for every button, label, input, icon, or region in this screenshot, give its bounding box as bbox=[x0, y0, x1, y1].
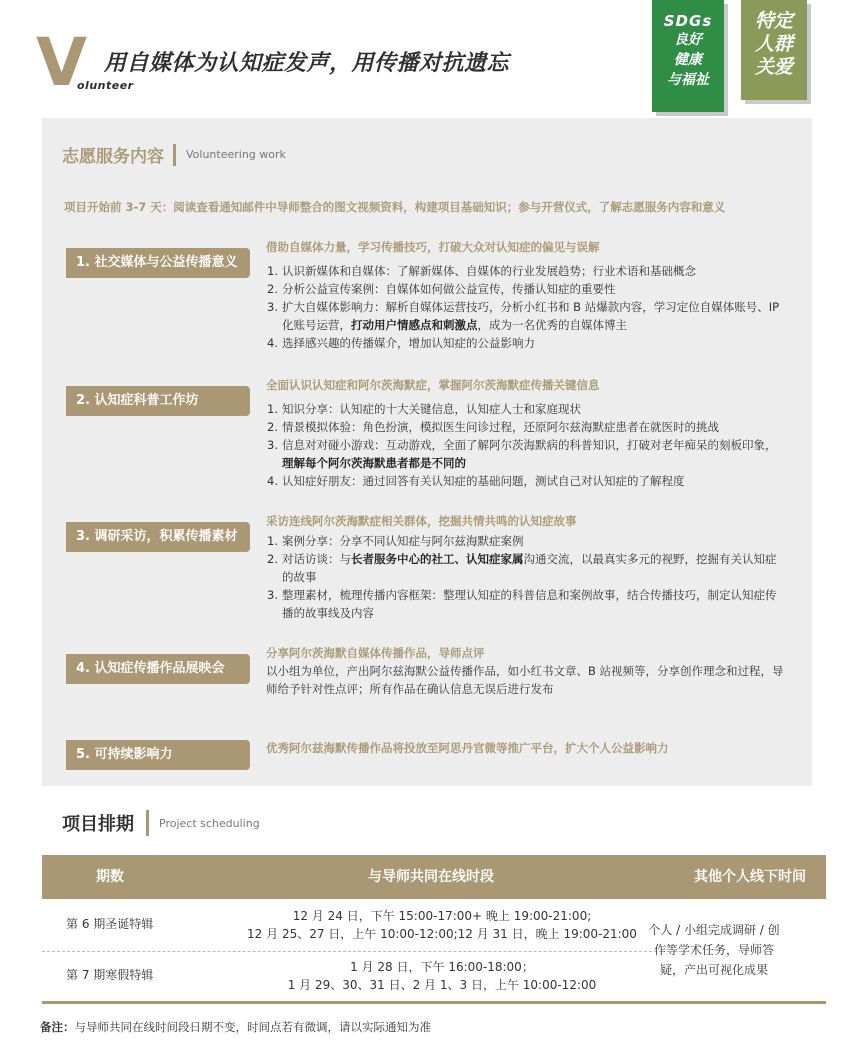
list-item: 2. 情景模拟体验：角色扮演，模拟医生问诊过程，还原阿尔兹海默症患者在就医时的挑战 bbox=[267, 420, 719, 434]
sdg-badge-line: 良好 bbox=[674, 32, 702, 48]
module-title: 分享阿尔茨海默自媒体传播作品，导师点评 bbox=[266, 646, 485, 660]
list-item: 2. 分析公益宣传案例：自媒体如何做公益宣传，传播认知症的重要性 bbox=[267, 282, 616, 296]
group-badge-line: 人群 bbox=[754, 33, 793, 55]
sdg-badge-line: 健康 bbox=[674, 52, 702, 68]
list-item: 1. 案例分享：分享不同认知症与阿尔兹海默症案例 bbox=[267, 534, 524, 548]
table-cell-period: 第 6 期圣诞特辑 bbox=[66, 917, 154, 931]
module-body bbox=[266, 644, 786, 698]
footnote-text: 与导师共同在线时间段日期不变，时间点若有微调，请以实际通知为准 bbox=[74, 1020, 431, 1034]
module-tag: 3. 调研采访，积累传播素材 bbox=[66, 522, 250, 552]
module-tag: 5. 可持续影响力 bbox=[66, 740, 250, 770]
volunteer-heading-en: Volunteering work bbox=[186, 148, 286, 161]
logo-letter: V bbox=[36, 24, 86, 101]
table-cell-online: 1 月 28 日，下午 16:00-18:00； 1 月 29、30、31 日、2 月 1、3 日，上午 10:00-12:00 bbox=[287, 960, 597, 992]
list-item: 1. 知识分享：认知症的十大关键信息，认知症人士和家庭现状 bbox=[267, 402, 581, 416]
volunteer-heading-cn: 志愿服务内容 bbox=[62, 147, 164, 167]
heading-divider bbox=[146, 810, 149, 836]
module-list bbox=[266, 400, 786, 490]
module-list bbox=[266, 532, 786, 622]
list-item: 1. 认识新媒体和自媒体：了解新媒体、自媒体的行业发展趋势；行业术语和基础概念 bbox=[267, 264, 696, 278]
module-title: 借助自媒体力量，学习传播技巧，打破大众对认知症的偏见与误解 bbox=[266, 240, 600, 254]
module-title: 采访连线阿尔茨海默症相关群体，挖掘共情共鸣的认知症故事 bbox=[266, 514, 577, 528]
group-badge-line: 关爱 bbox=[754, 56, 793, 78]
module-tag: 4. 认知症传播作品展映会 bbox=[66, 654, 250, 684]
module-body bbox=[266, 238, 786, 352]
list-item: 4. 认知症好朋友：通过回答有关认知症的基础问题，测试自己对认知症的了解程度 bbox=[267, 474, 685, 488]
module-paragraph: 以小组为单位，产出阿尔兹海默公益传播作品，如小红书文章、B 站视频等，分享创作理念和过程，导师给予针对性点评；所有作品在确认信息无误后进行发布 bbox=[266, 664, 784, 696]
module-body bbox=[266, 739, 786, 757]
page-title: 用自媒体为认知症发声，用传播对抗遗忘 bbox=[104, 51, 510, 76]
schedule-heading-cn: 项目排期 bbox=[62, 814, 134, 835]
module-tag: 2. 认知症科普工作坊 bbox=[66, 386, 250, 416]
heading-divider bbox=[173, 144, 176, 166]
logo-word: olunteer bbox=[77, 79, 134, 92]
row-divider bbox=[42, 951, 662, 952]
sdg-badge-line: 与福祉 bbox=[667, 72, 709, 88]
list-item: 3. 整理素材，梳理传播内容框架：整理认知症的科普信息和案例故事，结合传播技巧，制定认知症传播的故事线及内容 bbox=[267, 588, 777, 620]
schedule-heading-en: Project scheduling bbox=[159, 816, 260, 830]
column-header: 其他个人线下时间 bbox=[694, 869, 806, 885]
table-cell-period: 第 7 期寒假特辑 bbox=[66, 968, 154, 982]
table-header bbox=[42, 855, 826, 899]
sdg-badge bbox=[652, 0, 724, 112]
module-tag: 1. 社交媒体与公益传播意义 bbox=[66, 248, 250, 278]
list-item: 3. 信息对对碰小游戏：互动游戏，全面了解阿尔茨海默病的科普知识，打破对老年痴呆的刻板印象，理解每个阿尔茨海默患者都是不同的 bbox=[267, 438, 777, 470]
footnote-label: 备注： bbox=[40, 1020, 75, 1034]
column-header: 期数 bbox=[96, 869, 124, 885]
module-body bbox=[266, 512, 786, 622]
sdg-badge-head: SDGs bbox=[663, 12, 713, 30]
module-list bbox=[266, 262, 786, 352]
module-title: 优秀阿尔兹海默传播作品将投放至阿思丹官微等推广平台，扩大个人公益影响力 bbox=[266, 741, 669, 755]
group-badge bbox=[741, 0, 807, 100]
group-badge-line: 特定 bbox=[754, 10, 793, 32]
volunteer-heading bbox=[62, 142, 286, 167]
table-bottom-rule bbox=[42, 1001, 826, 1004]
schedule-heading bbox=[62, 810, 260, 836]
volunteer-intro: 项目开始前 3-7 天：阅读查看通知邮件中导师整合的图文视频资料，构建项目基础知识；参与开营仪式，了解志愿服务内容和意义 bbox=[64, 200, 726, 214]
list-item: 4. 选择感兴趣的传播媒介，增加认知症的公益影响力 bbox=[267, 336, 535, 350]
table-cell-offline: 个人 / 小组完成调研 / 创作等学术任务，导师答疑，产出可视化成果 bbox=[648, 923, 780, 977]
list-item: 2. 对话访谈：与长者服务中心的社工、认知症家属沟通交流，以最真实多元的视野，挖掘有关认知症的故事 bbox=[267, 552, 777, 584]
module-body bbox=[266, 376, 786, 490]
footnote bbox=[40, 1019, 431, 1035]
table-cell-online: 12 月 24 日，下午 15:00-17:00+ 晚上 19:00-21:00; 12 月 25、27 日，上午 10:00-12:00;12 月 31 日，晚上 19:00-21:00 bbox=[247, 909, 637, 941]
module-title: 全面认识认知症和阿尔茨海默症，掌握阿尔茨海默症传播关键信息 bbox=[266, 378, 600, 392]
volunteer-panel bbox=[42, 118, 812, 786]
column-header: 与导师共同在线时段 bbox=[368, 869, 494, 885]
list-item: 3. 扩大自媒体影响力：解析自媒体运营技巧，分析小红书和 B 站爆款内容，学习定位自媒体账号、IP 化账号运营，打动用户情感点和刺激点，成为一名优秀的自媒体博主 bbox=[267, 300, 780, 332]
